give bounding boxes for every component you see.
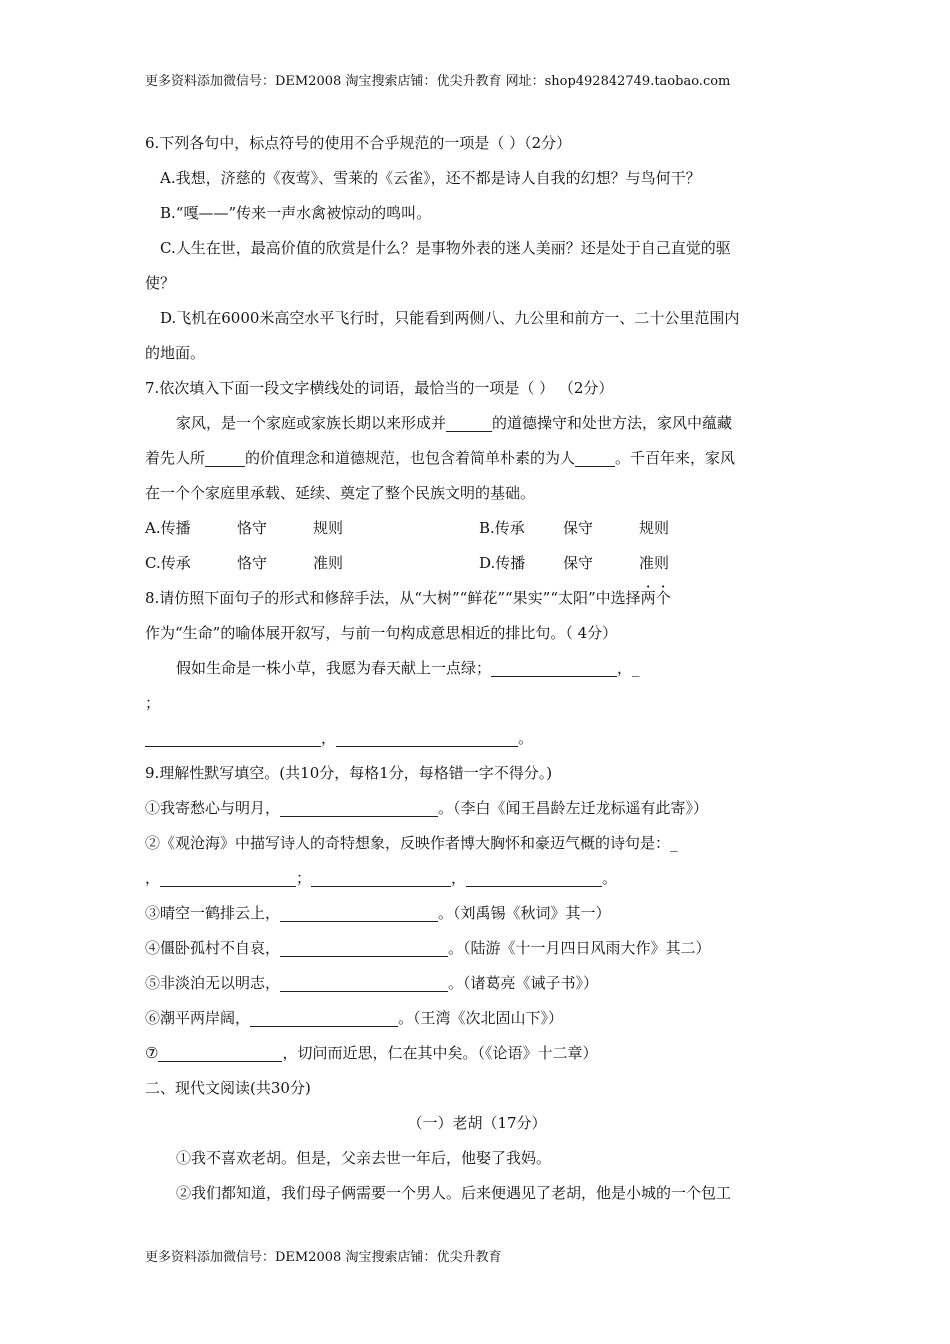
q7-text: 家风，是一个家庭或家族长期以来形成并	[176, 414, 447, 432]
reading-passage-title: （一）老胡（17分）	[407, 1114, 547, 1132]
reading-paragraph-2: ②我们都知道，我们母子俩需要一个男人。后来便遇见了老胡，他是小城的一个包工	[176, 1184, 732, 1202]
page-footer: 更多资料添加微信号：DEM2008 淘宝搜索店铺：优尖升教育	[145, 1250, 502, 1265]
q8-stem-line1	[145, 581, 809, 616]
q7-opt-a-2: 恪守	[237, 519, 268, 537]
q8-text: ，_	[617, 659, 640, 677]
q7-text: 。千百年来，家风	[615, 449, 736, 467]
q7-passage-line3: 在一个个家庭里承载、延续、奠定了整个民族文明的基础。	[145, 484, 536, 502]
q9-blank	[280, 796, 438, 817]
q9-text: 。（刘禹锡《秋词》其一）	[438, 904, 611, 922]
q9-blank	[280, 936, 448, 957]
q9-text: 。	[602, 869, 618, 887]
q8-blank-line	[145, 721, 809, 756]
q9-item-2: ②《观沧海》中描写诗人的奇特想象，反映作者博大胸怀和豪迈气概的诗句是：_	[145, 834, 678, 852]
q7-opt-b-1: B.传承	[479, 519, 525, 537]
q7-passage-line2	[145, 441, 809, 476]
section-2-title: 二、现代文阅读(共30分)	[145, 1079, 311, 1097]
q7-options-row1	[145, 511, 809, 546]
q9-blank	[466, 866, 602, 887]
q8-text: ，	[321, 729, 337, 747]
document-body	[145, 126, 809, 1211]
q7-blank-2	[205, 446, 245, 467]
q9-blank	[160, 866, 296, 887]
q9-item-7	[145, 1036, 809, 1071]
q7-opt-c-3: 准则	[313, 554, 344, 572]
q9-stem: 9.理解性默写填空。(共10分，每格1分，每格错一字不得分。)	[145, 764, 553, 782]
q9-text: 。（王湾《次北固山下》）	[398, 1009, 564, 1027]
q7-opt-b-2: 保守	[563, 519, 594, 537]
q7-opt-b-3: 规则	[639, 519, 670, 537]
q9-text: ⑥潮平两岸阔，	[145, 1009, 251, 1027]
q7-passage-line1	[145, 406, 809, 441]
q8-blank-2	[145, 726, 321, 747]
q8-text: 假如生命是一株小草，我愿为春天献上一点绿；	[176, 659, 492, 677]
q7-opt-c-1: C.传承	[145, 554, 191, 572]
q7-opt-a-3: 规则	[313, 519, 344, 537]
q7-stem: 7.依次填入下面一段文字横线处的词语，最恰当的一项是（ ） （2分）	[145, 379, 614, 397]
q9-blank	[280, 971, 448, 992]
q9-text: 。（李白《闻王昌龄左迁龙标遥有此寄》）	[438, 799, 709, 817]
q9-blank	[311, 866, 451, 887]
q7-options-row2	[145, 546, 809, 581]
q9-blank	[158, 1041, 282, 1062]
q9-item-3	[145, 896, 809, 931]
q9-item-1	[145, 791, 809, 826]
q9-item-4	[145, 931, 809, 966]
q9-text: ④僵卧孤村不自哀，	[145, 939, 281, 957]
q9-text: ①我寄愁心与明月，	[145, 799, 281, 817]
q8-blank-3	[336, 726, 518, 747]
q6-stem: 6.下列各句中，标点符号的使用不合乎规范的一项是（ ）（2分）	[145, 134, 572, 152]
q7-opt-d-3: 准则	[639, 554, 670, 572]
q9-item-5	[145, 966, 809, 1001]
q6-option-c-line2: 使？	[145, 274, 176, 292]
q7-text: 的价值理念和道德规范，也包含着简单朴素的为人	[245, 449, 576, 467]
q6-option-d-line1: D.飞机在6000米高空水平飞行时，只能看到两侧八、九公里和前方一、二十公里范围内	[160, 309, 740, 327]
q6-option-c-line1: C.人生在世，最高价值的欣赏是什么？是事物外表的迷人美丽？还是处于自己直觉的驱	[160, 239, 731, 257]
q8-stem-line2: 作为“生命”的喻体展开叙写，与前一句构成意思相近的排比句。（ 4分）	[145, 624, 618, 642]
q9-text: ；	[296, 869, 312, 887]
page-header: 更多资料添加微信号：DEM2008 淘宝搜索店铺：优尖升教育 网址：shop492842749.taobao.com	[145, 74, 731, 89]
q8-emphasis-char: 个	[655, 589, 671, 607]
q9-item-6	[145, 1001, 809, 1036]
q9-text: 。（陆游《十一月四日风雨大作》其二）	[448, 939, 711, 957]
q7-opt-a-1: A.传播	[145, 519, 191, 537]
q7-blank-1	[446, 411, 492, 432]
q7-opt-c-2: 恪守	[237, 554, 268, 572]
q9-text: ，	[451, 869, 467, 887]
q8-example-line	[145, 651, 809, 686]
q9-text: 。（诸葛亮《诫子书》）	[448, 974, 599, 992]
q9-text: ，	[145, 869, 161, 887]
q8-emphasis-char: 两	[640, 589, 656, 607]
q8-blank-1	[491, 656, 617, 677]
q7-blank-3	[575, 446, 615, 467]
q8-semicolon-line: ；	[145, 694, 161, 712]
q9-blank	[280, 901, 438, 922]
q6-option-b: B.“嘎——”传来一声水禽被惊动的鸣叫。	[160, 204, 432, 222]
q9-blank	[250, 1006, 398, 1027]
q9-text: ⑦	[145, 1044, 159, 1062]
q9-text: ，切问而近思，仁在其中矣。（《论语》十二章）	[282, 1044, 598, 1062]
q9-item-2-blanks	[145, 861, 809, 896]
q9-text: ⑤非淡泊无以明志，	[145, 974, 281, 992]
q7-opt-d-1: D.传播	[479, 554, 526, 572]
q6-option-d-line2: 的地面。	[145, 344, 206, 362]
q8-text: 。	[518, 729, 534, 747]
q8-text: 8.请仿照下面句子的形式和修辞手法，从“大树”“鲜花”“果实”“太阳”中选择	[145, 589, 641, 607]
reading-paragraph-1: ①我不喜欢老胡。但是，父亲去世一年后，他娶了我妈。	[176, 1149, 552, 1167]
q7-text: 的道德操守和处世方法，家风中蕴藏	[492, 414, 733, 432]
q7-text: 着先人所	[145, 449, 206, 467]
q7-opt-d-2: 保守	[563, 554, 594, 572]
q9-text: ③晴空一鹤排云上，	[145, 904, 281, 922]
q6-option-a: A.我想，济慈的《夜莺》、雪莱的《云雀》，还不都是诗人自我的幻想？与鸟何干？	[160, 169, 701, 187]
